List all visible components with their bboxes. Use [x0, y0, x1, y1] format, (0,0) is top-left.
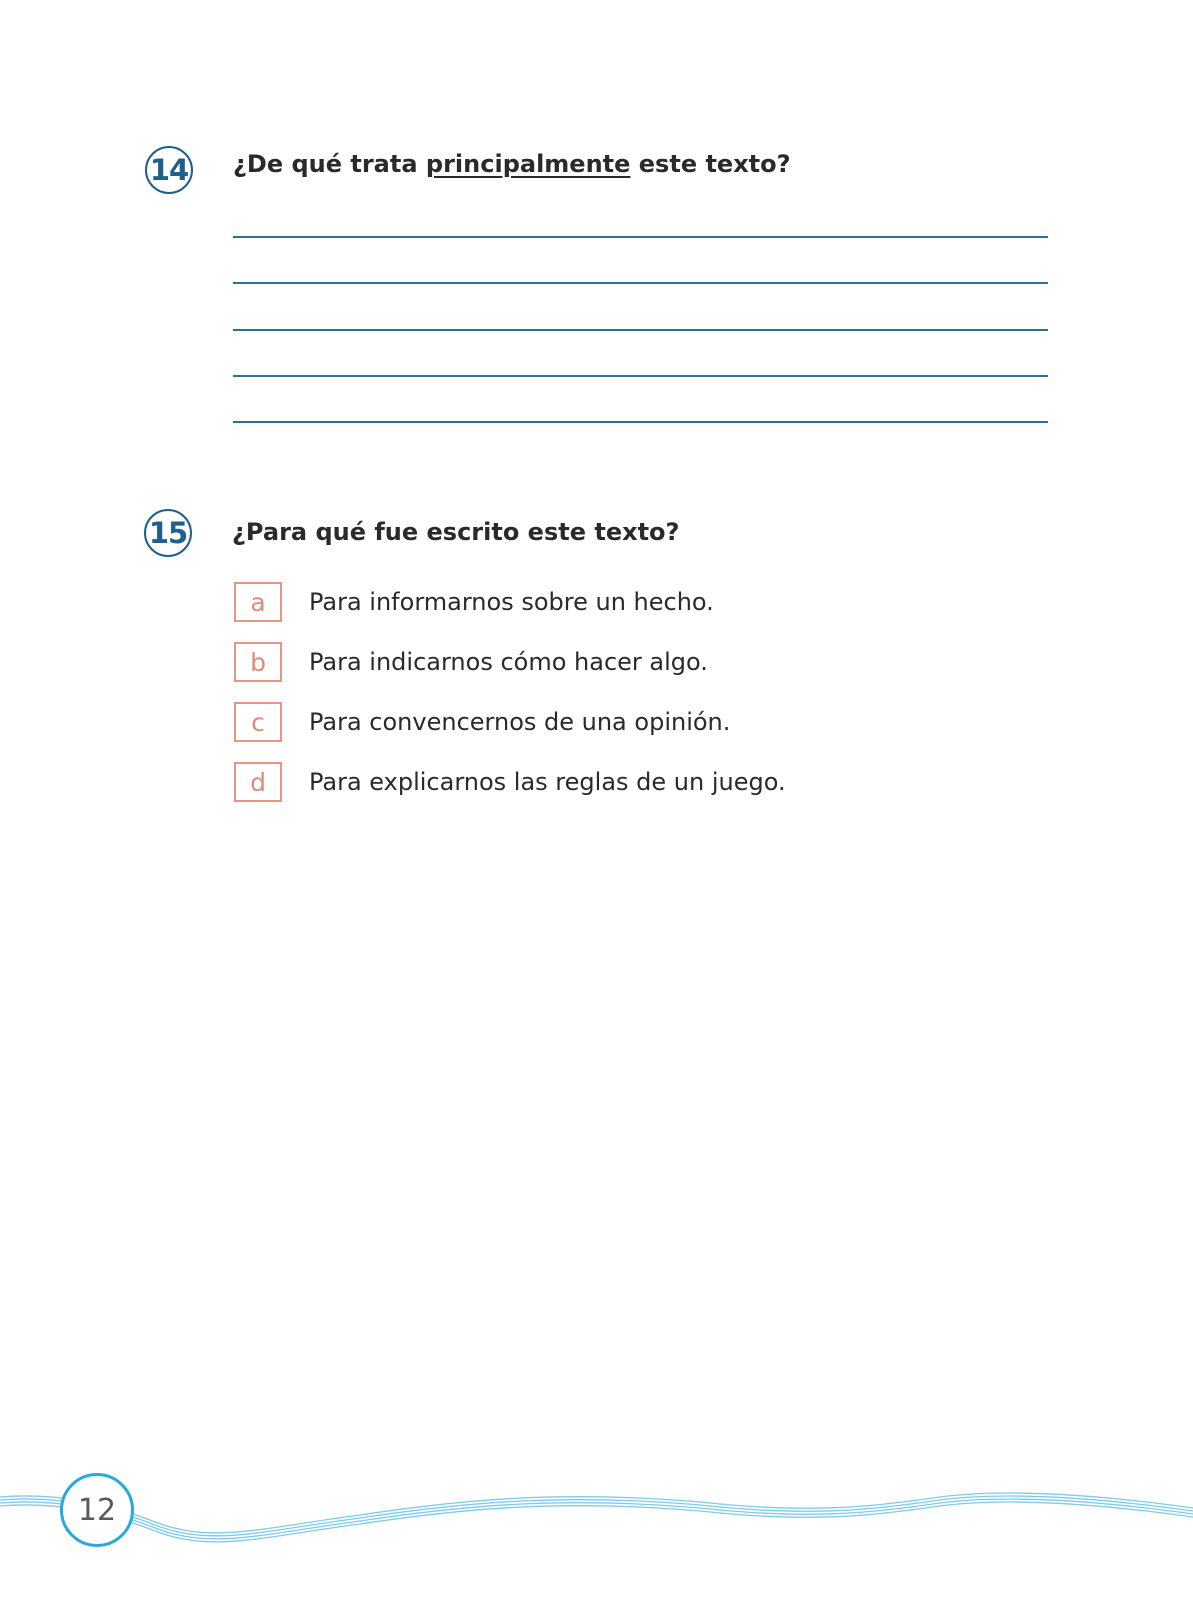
footer-wave-decoration: [0, 1470, 1193, 1570]
option-d[interactable]: [234, 761, 786, 803]
question-title-part-2: este texto?: [630, 150, 791, 178]
answer-line-1[interactable]: [233, 236, 1048, 238]
option-checkbox-c[interactable]: [234, 702, 282, 742]
option-text: Para informarnos sobre un hecho.: [309, 588, 714, 616]
page-number-badge: [60, 1473, 134, 1547]
option-text: Para convencernos de una opinión.: [309, 708, 731, 736]
question-number-badge-14: [145, 146, 193, 194]
option-letter: c: [251, 707, 265, 737]
answer-line-5[interactable]: [233, 421, 1048, 423]
option-letter: b: [250, 647, 266, 677]
option-letter: d: [250, 767, 266, 797]
option-a[interactable]: [234, 581, 714, 623]
question-title-part-1: ¿De qué trata: [233, 150, 426, 178]
question-title-14: [233, 150, 791, 178]
answer-line-3[interactable]: [233, 329, 1048, 331]
option-checkbox-d[interactable]: [234, 762, 282, 802]
option-b[interactable]: [234, 641, 708, 683]
option-checkbox-b[interactable]: [234, 642, 282, 682]
option-letter: a: [250, 587, 266, 617]
option-checkbox-a[interactable]: [234, 582, 282, 622]
question-number: 14: [149, 153, 189, 187]
option-text: Para explicarnos las reglas de un juego.: [309, 768, 786, 796]
question-title-15: ¿Para qué fue escrito este texto?: [232, 518, 680, 546]
question-title-emphasis: principalmente: [425, 150, 631, 178]
question-number-badge-15: [144, 509, 192, 557]
option-text: Para indicarnos cómo hacer algo.: [309, 648, 708, 676]
page-number: 12: [77, 1492, 117, 1528]
option-c[interactable]: [234, 701, 730, 743]
answer-line-2[interactable]: [233, 282, 1048, 284]
answer-line-4[interactable]: [233, 375, 1048, 377]
question-number: 15: [148, 516, 188, 550]
